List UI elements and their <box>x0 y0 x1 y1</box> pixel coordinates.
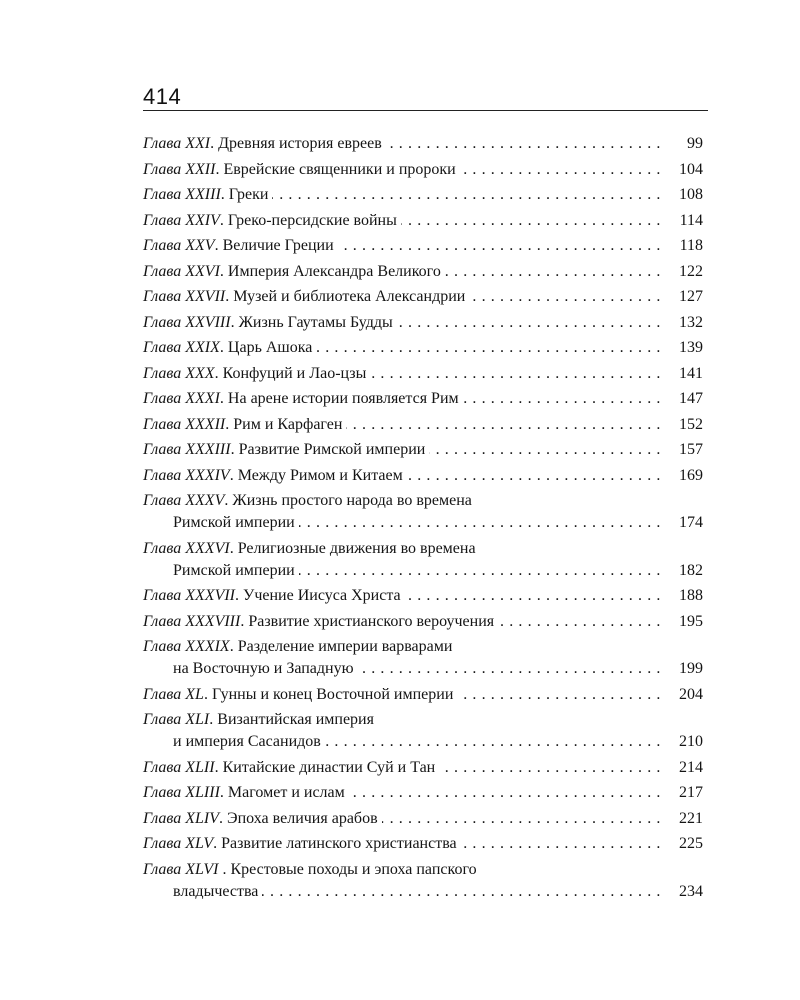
chapter-label: Глава XXIX <box>143 339 220 356</box>
chapter-label: Глава XXXVIII <box>143 612 241 630</box>
page-number: 414 <box>143 84 182 109</box>
dot-leader <box>405 585 661 607</box>
toc-line-continuation <box>143 881 703 903</box>
toc-line <box>143 388 703 410</box>
dot-leader <box>439 757 661 779</box>
chapter-title: . Эпоха величия арабов <box>219 809 378 827</box>
chapter-title: . Развитие латинского христианства <box>213 835 457 852</box>
toc-entry-text <box>143 414 342 436</box>
dot-leader <box>370 363 661 385</box>
chapter-title-continuation: на Восточную и Западную <box>173 660 354 677</box>
toc-entry-text <box>143 711 374 728</box>
dot-leader <box>469 286 661 308</box>
toc-entry-text <box>143 465 403 487</box>
toc-entry-text <box>143 833 457 855</box>
chapter-title: . Греки <box>220 186 269 203</box>
chapter-title: . Древняя история евреев <box>210 135 382 152</box>
page-ref: 118 <box>679 237 703 254</box>
page-ref: 122 <box>679 262 703 280</box>
toc-line <box>143 363 703 385</box>
toc-entry-text <box>143 782 345 804</box>
toc-entry-text <box>143 388 459 410</box>
chapter-title: . Византийская империя <box>209 711 374 728</box>
toc-entry-text <box>143 808 378 830</box>
page-ref: 157 <box>679 441 703 458</box>
toc-entry <box>143 439 703 461</box>
chapter-label: Глава XLV <box>143 835 214 852</box>
chapter-title: . Империя Александра Великого <box>219 262 441 280</box>
dot-leader <box>445 261 661 283</box>
toc-entry <box>143 833 703 855</box>
chapter-label: Глава XXXV <box>143 492 225 509</box>
chapter-label: Глава XLII <box>143 758 215 776</box>
toc-entry-text <box>143 492 472 509</box>
chapter-title: . Греко-персидские войны <box>219 211 397 229</box>
chapter-title: . Конфуций и Лао-цзы <box>214 364 367 382</box>
chapter-label: Глава XXIV <box>143 211 220 229</box>
dot-leader <box>401 210 661 232</box>
chapter-label: Глава XXXIX <box>143 638 230 655</box>
page-ref: 139 <box>679 339 703 356</box>
toc-entry-text <box>143 210 397 232</box>
page-ref: 104 <box>679 160 703 178</box>
chapter-title: . Китайские династии Суй и Тан <box>214 758 436 776</box>
toc-line-continuation <box>143 658 703 680</box>
toc-entry <box>143 414 703 436</box>
toc-entry-text <box>143 684 453 706</box>
chapter-title: . Гунны и конец Восточной империи <box>203 685 454 703</box>
toc-entry-text <box>143 235 334 257</box>
toc-line <box>143 465 703 487</box>
chapter-label: Глава XXII <box>143 160 216 178</box>
toc-entry <box>143 757 703 779</box>
chapter-title: . Величие Греции <box>214 237 334 254</box>
dot-leader <box>316 337 661 359</box>
toc-line <box>143 833 703 855</box>
toc-entry <box>143 133 703 155</box>
chapter-title: . Жизнь простого народа во времена <box>224 492 472 509</box>
chapter-title: . Религиозные движения во времена <box>229 539 476 557</box>
toc-entry <box>143 388 703 410</box>
toc-entry-text <box>143 337 312 359</box>
table-of-contents <box>143 133 703 906</box>
toc-entry <box>143 465 703 487</box>
toc-entry-text <box>143 184 268 206</box>
chapter-title: . Жизнь Гаутамы Будды <box>230 313 393 331</box>
toc-entry-text <box>143 540 476 557</box>
page-ref: 188 <box>679 587 703 604</box>
toc-line <box>143 235 703 257</box>
dot-leader <box>463 388 661 410</box>
dot-leader <box>382 808 661 830</box>
dot-leader <box>262 881 661 903</box>
page-ref: 225 <box>679 835 703 852</box>
dot-leader <box>299 560 661 582</box>
chapter-label: Глава XLIII <box>143 784 220 801</box>
toc-line <box>143 538 703 560</box>
chapter-title: . На арене истории появляется Рим <box>219 390 459 407</box>
toc-entry <box>143 159 703 181</box>
page-ref: 174 <box>679 514 703 531</box>
dot-leader <box>325 731 661 753</box>
toc-entry <box>143 808 703 830</box>
chapter-title: . Развитие Римской империи <box>230 441 426 458</box>
toc-entry-text <box>143 312 393 334</box>
chapter-title: . Магомет и ислам <box>219 784 345 801</box>
page-ref: 127 <box>679 288 703 305</box>
chapter-label: Глава XXXVII <box>143 587 236 604</box>
page-ref: 199 <box>679 660 703 677</box>
page-ref: 182 <box>679 561 703 579</box>
toc-line-continuation <box>143 560 703 582</box>
chapter-label: Глава XLIV <box>143 809 220 827</box>
page-ref: 99 <box>687 135 703 152</box>
page-ref: 141 <box>679 364 703 382</box>
page-ref: 132 <box>679 313 703 331</box>
toc-line <box>143 286 703 308</box>
toc-entry-text <box>143 261 441 283</box>
chapter-title: . Развитие христианского вероучения <box>240 612 495 630</box>
chapter-label: Глава XXVIII <box>143 313 231 331</box>
page-ref: 114 <box>679 211 703 229</box>
chapter-label: Глава XXXII <box>143 415 226 433</box>
dot-leader <box>272 184 661 206</box>
toc-line <box>143 808 703 830</box>
dot-leader <box>460 159 661 181</box>
toc-line <box>143 859 703 881</box>
page-ref: 147 <box>679 390 703 407</box>
toc-entry <box>143 210 703 232</box>
toc-entry <box>143 782 703 804</box>
chapter-label: Глава XXIII <box>143 186 221 203</box>
toc-line <box>143 636 703 658</box>
toc-entry <box>143 538 703 582</box>
toc-line-continuation <box>143 512 703 534</box>
toc-line <box>143 757 703 779</box>
chapter-title-continuation: Римской империи <box>173 561 295 579</box>
toc-line <box>143 133 703 155</box>
toc-entry <box>143 261 703 283</box>
toc-entry <box>143 312 703 334</box>
chapter-title: . Музей и библиотека Александрии <box>225 288 466 305</box>
chapter-title-continuation: Римской империи <box>173 514 295 531</box>
chapter-label: Глава XXVII <box>143 288 226 305</box>
chapter-label: Глава XLVI <box>143 860 223 878</box>
dot-leader <box>498 611 661 633</box>
toc-line <box>143 261 703 283</box>
toc-line <box>143 709 703 731</box>
page-ref: 204 <box>679 685 703 703</box>
toc-entry <box>143 490 703 534</box>
dot-leader <box>386 133 661 155</box>
chapter-label: Глава XXI <box>143 135 211 152</box>
toc-entry <box>143 235 703 257</box>
toc-entry-text <box>143 757 435 779</box>
dot-leader <box>461 833 661 855</box>
chapter-title: . Учение Иисуса Христа <box>235 587 401 604</box>
chapter-label: Глава XXXIII <box>143 441 231 458</box>
toc-line <box>143 490 703 512</box>
toc-line <box>143 684 703 706</box>
page-ref: 221 <box>679 809 703 827</box>
page-ref: 169 <box>679 466 703 484</box>
toc-line <box>143 210 703 232</box>
toc-line <box>143 439 703 461</box>
dot-leader <box>346 414 661 436</box>
chapter-title-continuation: и империя Сасанидов <box>173 733 321 750</box>
chapter-label: Глава XXVI <box>143 262 220 280</box>
toc-line <box>143 585 703 607</box>
toc-entry <box>143 585 703 607</box>
chapter-title: . Царь Ашока <box>219 339 313 356</box>
toc-entry <box>143 184 703 206</box>
chapter-title: . Крестовые походы и эпоха папского <box>222 860 477 878</box>
toc-line <box>143 611 703 633</box>
dot-leader <box>349 782 661 804</box>
toc-line-continuation <box>143 731 703 753</box>
page-ref: 214 <box>679 758 703 776</box>
toc-line <box>143 184 703 206</box>
toc-line <box>143 414 703 436</box>
dot-leader <box>429 439 661 461</box>
page-ref: 217 <box>679 784 703 801</box>
chapter-label: Глава XXX <box>143 364 215 382</box>
chapter-title: . Рим и Карфаген <box>225 415 343 433</box>
dot-leader <box>457 684 661 706</box>
toc-entry <box>143 286 703 308</box>
toc-entry <box>143 709 703 753</box>
page-ref: 108 <box>679 186 703 203</box>
toc-entry <box>143 337 703 359</box>
chapter-label: Глава XXXVI <box>143 539 230 557</box>
toc-line <box>143 312 703 334</box>
toc-entry-text <box>143 159 456 181</box>
toc-entry <box>143 363 703 385</box>
toc-entry-text <box>143 638 452 655</box>
chapter-title: . Разделение империи варварами <box>229 638 453 655</box>
toc-entry-text <box>143 133 382 155</box>
toc-entry-text <box>143 286 465 308</box>
chapter-title: . Еврейские священники и пророки <box>215 160 456 178</box>
toc-entry-text <box>143 363 366 385</box>
toc-entry <box>143 859 703 903</box>
dot-leader <box>358 658 661 680</box>
toc-line <box>143 337 703 359</box>
chapter-label: Глава XXXI <box>143 390 220 407</box>
chapter-title-continuation: владычества <box>173 882 259 900</box>
dot-leader <box>299 512 661 534</box>
dot-leader <box>397 312 661 334</box>
chapter-label: Глава XXV <box>143 237 215 254</box>
chapter-label: Глава XL <box>143 685 204 703</box>
dot-leader <box>338 235 661 257</box>
toc-entry <box>143 684 703 706</box>
dot-leader <box>407 465 661 487</box>
page-ref: 195 <box>679 612 703 630</box>
page-ref: 152 <box>679 415 703 433</box>
page-ref: 210 <box>679 733 703 750</box>
toc-entry-text <box>143 585 401 607</box>
header-rule <box>143 110 708 111</box>
chapter-label: Глава XXXIV <box>143 466 230 484</box>
toc-entry-text <box>143 861 477 878</box>
toc-line <box>143 782 703 804</box>
toc-line <box>143 159 703 181</box>
page-ref: 234 <box>679 882 703 900</box>
toc-entry-text <box>143 611 494 633</box>
toc-entry <box>143 611 703 633</box>
toc-entry-text <box>143 439 425 461</box>
toc-entry <box>143 636 703 680</box>
chapter-label: Глава XLI <box>143 711 210 728</box>
chapter-title: . Между Римом и Китаем <box>229 466 403 484</box>
